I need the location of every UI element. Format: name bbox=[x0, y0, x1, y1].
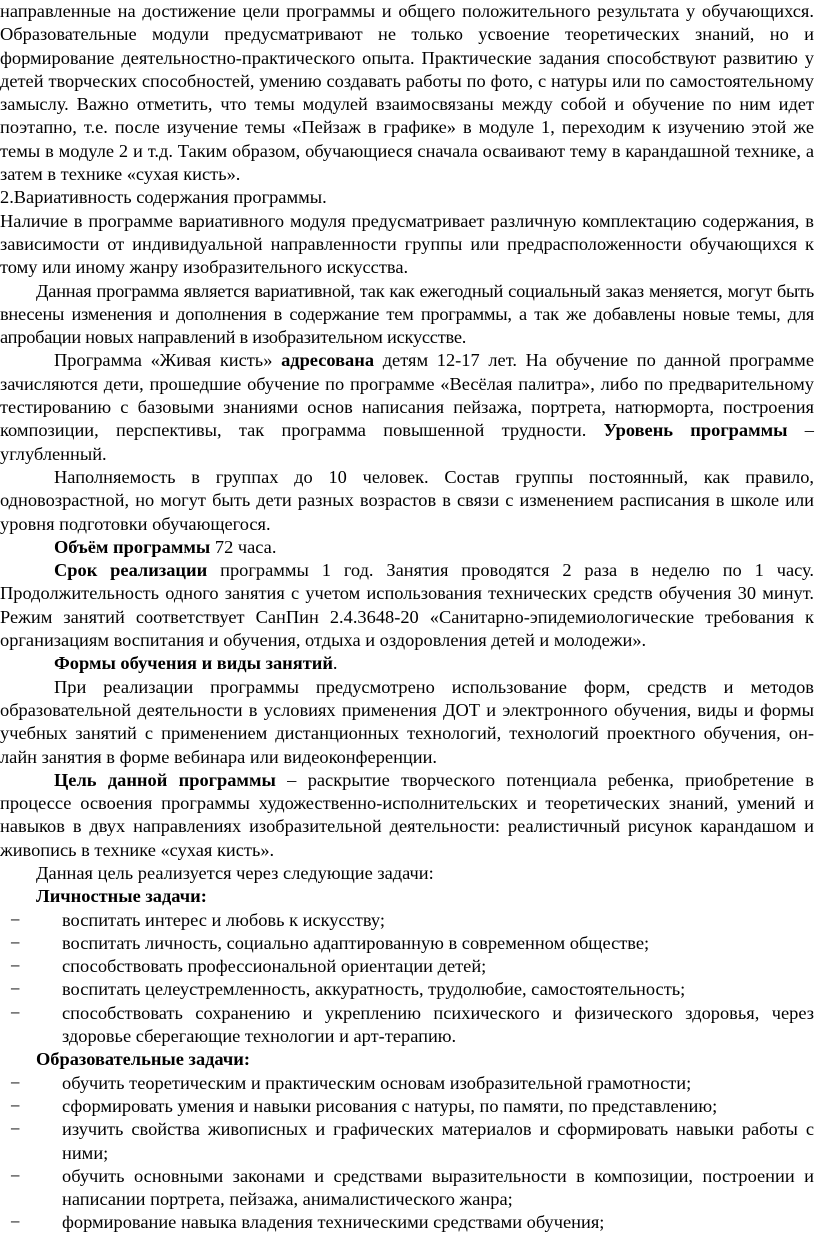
forms-heading: Формы обучения и виды занятий bbox=[54, 653, 333, 674]
dash-bullet: − bbox=[10, 1072, 21, 1093]
list-item-text: способствовать сохранению и укреплению психического и физического здоровья, через здоровье сберегающие технологии и арт-терапию. bbox=[62, 1002, 814, 1047]
paragraph-goal bbox=[0, 769, 814, 862]
paragraph-modules: направленные на достижение цели программы и общего положительного результата у обучающихся. Образовательные модули предусматривают не только усвоение теоретических знаний, но и формирование деятельностно-практического опыта. Практические задания способствуют развитию у детей творческих способностей, умению создавать работы по фото, с натуры или по самостоятельному замыслу. Важно отметить, что темы модулей взаимосвязаны между собой и обучение по ним идет поэтапно, т.е. после изучение темы «Пейзаж в графике» в модуле 1, переходим к изучению этой же темы в модуле 2 и т.д. Таким образом, обучающиеся сначала осваивают тему в карандашной технике, а затем в технике «сухая кисть». bbox=[0, 1, 814, 185]
list-item bbox=[0, 1002, 814, 1049]
list-item bbox=[0, 909, 814, 932]
dash-bullet: − bbox=[10, 1095, 21, 1116]
forms-heading-period: . bbox=[332, 653, 338, 674]
list-item-text: обучить основными законами и средствами выразительности в композиции, построении и написании портрета, пейзажа, анималистического жанра; bbox=[62, 1165, 814, 1210]
program-volume-value: 72 часа. bbox=[214, 536, 277, 557]
list-item bbox=[0, 1095, 814, 1118]
goal-label: Цель данной программы bbox=[54, 769, 276, 790]
list-item bbox=[0, 1211, 814, 1234]
educational-tasks-heading bbox=[0, 1048, 814, 1071]
list-item bbox=[0, 1165, 814, 1212]
program-level-value: – углубленный. bbox=[0, 420, 814, 464]
list-item-text: сформировать умения и навыки рисования с натуры, по памяти, по представлению; bbox=[62, 1095, 718, 1116]
addressed-text: детям 12-17 лет. На обучение по данной программе зачисляются дети, прошедшие обучение по программе «Весёлая палитра», либо по предварительному тестированию с базовыми знаниями основ написания пейзажа, портрета, натюрморта, построения композиции, перспективы, так программа повышенной трудности. bbox=[0, 350, 814, 441]
dash-bullet: − bbox=[10, 909, 21, 930]
list-item-text: формирование навыка владения техническими средствами обучения; bbox=[62, 1212, 605, 1233]
list-item bbox=[0, 978, 814, 1001]
list-item-text: обучить теоретическим и практическим основам изобразительной грамотности; bbox=[62, 1072, 692, 1093]
implementation-term-label: Срок реализации bbox=[54, 560, 208, 581]
heading-variability: 2.Вариативность содержания программы. bbox=[0, 187, 327, 208]
list-item-text: воспитать личность, социально адаптированную в современном обществе; bbox=[62, 932, 650, 953]
dash-bullet: − bbox=[10, 932, 21, 953]
paragraph-variative-program: Данная программа является вариативной, так как ежегодный социальный заказ меняется, могут быть внесены изменения и дополнения в содержание тем программы, а так же добавлены новые темы, для апробации новых направлений в изобразительном искусстве. bbox=[0, 280, 814, 348]
implementation-term-text: программы 1 год. Занятия проводятся 2 раза в неделю по 1 часу. Продолжительность одного занятия с учетом использования технических средств обучения 30 минут. Режим занятий соответствует СанПин 2.4.3648-20 «Санитарно-эпидемиологические требования к организациям воспитания и обучения, отдыха и оздоровления детей и молодежи». bbox=[0, 560, 814, 651]
list-item-text: воспитать интерес и любовь к искусству; bbox=[62, 909, 385, 930]
list-item bbox=[0, 955, 814, 978]
program-name-text: Программа «Живая кисть» bbox=[54, 350, 273, 371]
goal-text: – раскрытие творческого потенциала ребенка, приобретение в процессе освоения программы художественно-исполнительских и теоретических знаний, умений и навыков в двух направлениях изобразительной деятельности: реалистичный рисунок карандашом и живопись в технике «сухая кисть». bbox=[0, 769, 814, 860]
dash-bullet: − bbox=[10, 979, 21, 1000]
paragraph-program-volume bbox=[0, 536, 814, 559]
list-item bbox=[0, 932, 814, 955]
dash-bullet: − bbox=[10, 1165, 21, 1186]
program-level-label: Уровень программы bbox=[603, 420, 788, 441]
list-item-text: воспитать целеустремленность, аккуратность, трудолюбие, самостоятельность; bbox=[62, 979, 686, 1000]
personal-tasks-heading bbox=[0, 885, 814, 908]
paragraph-forms-heading bbox=[0, 652, 814, 675]
paragraph-implementation-term bbox=[0, 559, 814, 652]
personal-tasks-heading-text: Личностные задачи: bbox=[36, 886, 207, 907]
list-item bbox=[0, 1118, 814, 1165]
addressed-label: адресована bbox=[281, 350, 375, 371]
dash-bullet: − bbox=[10, 1002, 21, 1023]
list-item-text: изучить свойства живописных и графических материалов и сформировать навыки работы с ними; bbox=[62, 1119, 814, 1163]
paragraph-tasks-intro: Данная цель реализуется через следующие задачи: bbox=[36, 862, 434, 883]
dash-bullet: − bbox=[10, 956, 21, 977]
educational-tasks-heading-text: Образовательные задачи: bbox=[36, 1049, 250, 1070]
dash-bullet: − bbox=[10, 1212, 21, 1233]
educational-tasks-list bbox=[0, 1072, 814, 1235]
paragraph-group-size: Наполняемость в группах до 10 человек. Состав группы постоянный, как правило, одновозрастной, но могут быть дети разных возрастов в связи с изменением расписания в школе или уровня подготовки обучающегося. bbox=[0, 466, 814, 534]
paragraph-addressed bbox=[0, 349, 814, 465]
paragraph-forms: При реализации программы предусмотрено использование форм, средств и методов образовательной деятельности в условиях применения ДОТ и электронного обучения, виды и формы учебных занятий с применением дистанционных технологий, технологий проектного обучения, он-лайн занятия в форме вебинара или видеоконференции. bbox=[0, 676, 814, 767]
dash-bullet: − bbox=[10, 1119, 21, 1140]
program-volume-label: Объём программы bbox=[54, 536, 211, 557]
list-item-text: способствовать профессиональной ориентации детей; bbox=[62, 956, 487, 977]
list-item bbox=[0, 1072, 814, 1095]
paragraph-variable-module: Наличие в программе вариативного модуля предусматривает различную комплектацию содержания, в зависимости от индивидуальной направленности группы или предрасположенности обучающихся к тому или иному жанру изобразительного искусства. bbox=[0, 210, 814, 278]
personal-tasks-list bbox=[0, 909, 814, 1049]
